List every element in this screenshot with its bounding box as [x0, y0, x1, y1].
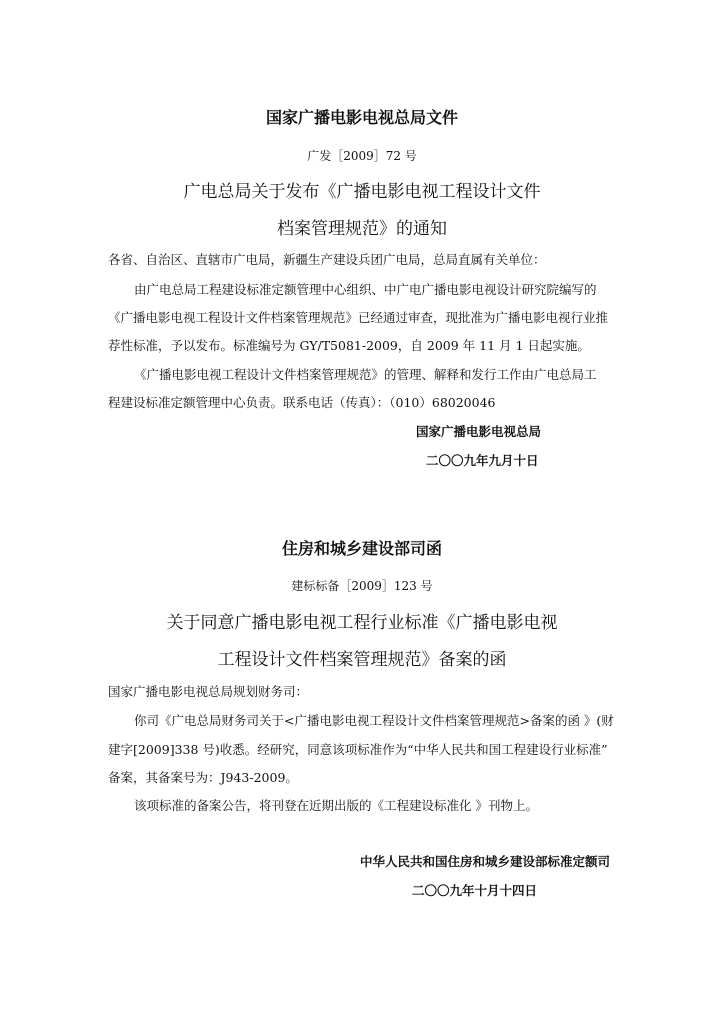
doc2-para1-line1: 你司《广电总局财务司关于<广播电影电视工程设计文件档案管理规范>备案的函 》(财 [134, 713, 614, 728]
doc2-signatory: 中华人民共和国住房和城乡建设部标准定额司 [360, 854, 611, 869]
doc2-addressee: 国家广播电影电视总局规划财务司： [108, 684, 309, 699]
doc1-number: 广发［2009］72 号 [307, 149, 417, 163]
doc2-number: 建标标备［2009］123 号 [291, 579, 433, 593]
doc1-para1-line3: 荐性标准，予以发布。标准编号为 GY/T5081-2009，自 2009 年 11 月 1 日起实施。 [108, 338, 590, 353]
doc2-subject-line1: 关于同意广播电影电视工程行业标准《广播电影电视 [166, 613, 558, 633]
doc1-date: 二〇〇九年九月十日 [426, 453, 539, 468]
doc2-subject-line2: 工程设计文件档案管理规范》备案的函 [217, 650, 507, 670]
doc1-para1-line1: 由广电总局工程建设标准定额管理中心组织、中广电广播电影电视设计研究院编写的 [134, 282, 597, 297]
doc1-signatory: 国家广播电影电视总局 [416, 424, 542, 439]
doc2-para1-line2: 建字[2009]338 号)收悉。经研究，同意该项标准作为“中华人民共和国工程建设行业标准” [108, 742, 608, 757]
doc2-header: 住房和城乡建设部司函 [281, 539, 442, 558]
doc1-para2-line2: 程建设标准定额管理中心负责。联系电话（传真）：（010）68020046 [108, 395, 496, 410]
doc1-para1-line2: 《广播电影电视工程设计文件档案管理规范》已经通过审查，现批准为广播电影电视行业推 [108, 310, 609, 325]
doc1-subject-line2: 档案管理规范》的通知 [277, 219, 447, 239]
doc2-para2-line1: 该项标准的备案公告，将刊登在近期出版的《工程建设标准化 》刊物上。 [134, 798, 538, 813]
doc1-header: 国家广播电影电视总局文件 [265, 108, 458, 127]
doc1-subject-line1: 广电总局关于发布《广播电影电视工程设计文件 [183, 182, 541, 202]
doc2-para1-line3: 备案，其备案号为：J943-2009。 [108, 770, 298, 785]
doc2-date: 二〇〇九年十月十四日 [412, 883, 538, 898]
doc1-addressee: 各省、自治区、直辖市广电局，新疆生产建设兵团广电局，总局直属有关单位： [108, 252, 546, 267]
doc1-para2-line1: 《广播电影电视工程设计文件档案管理规范》的管理、解释和发行工作由广电总局工 [134, 367, 597, 382]
